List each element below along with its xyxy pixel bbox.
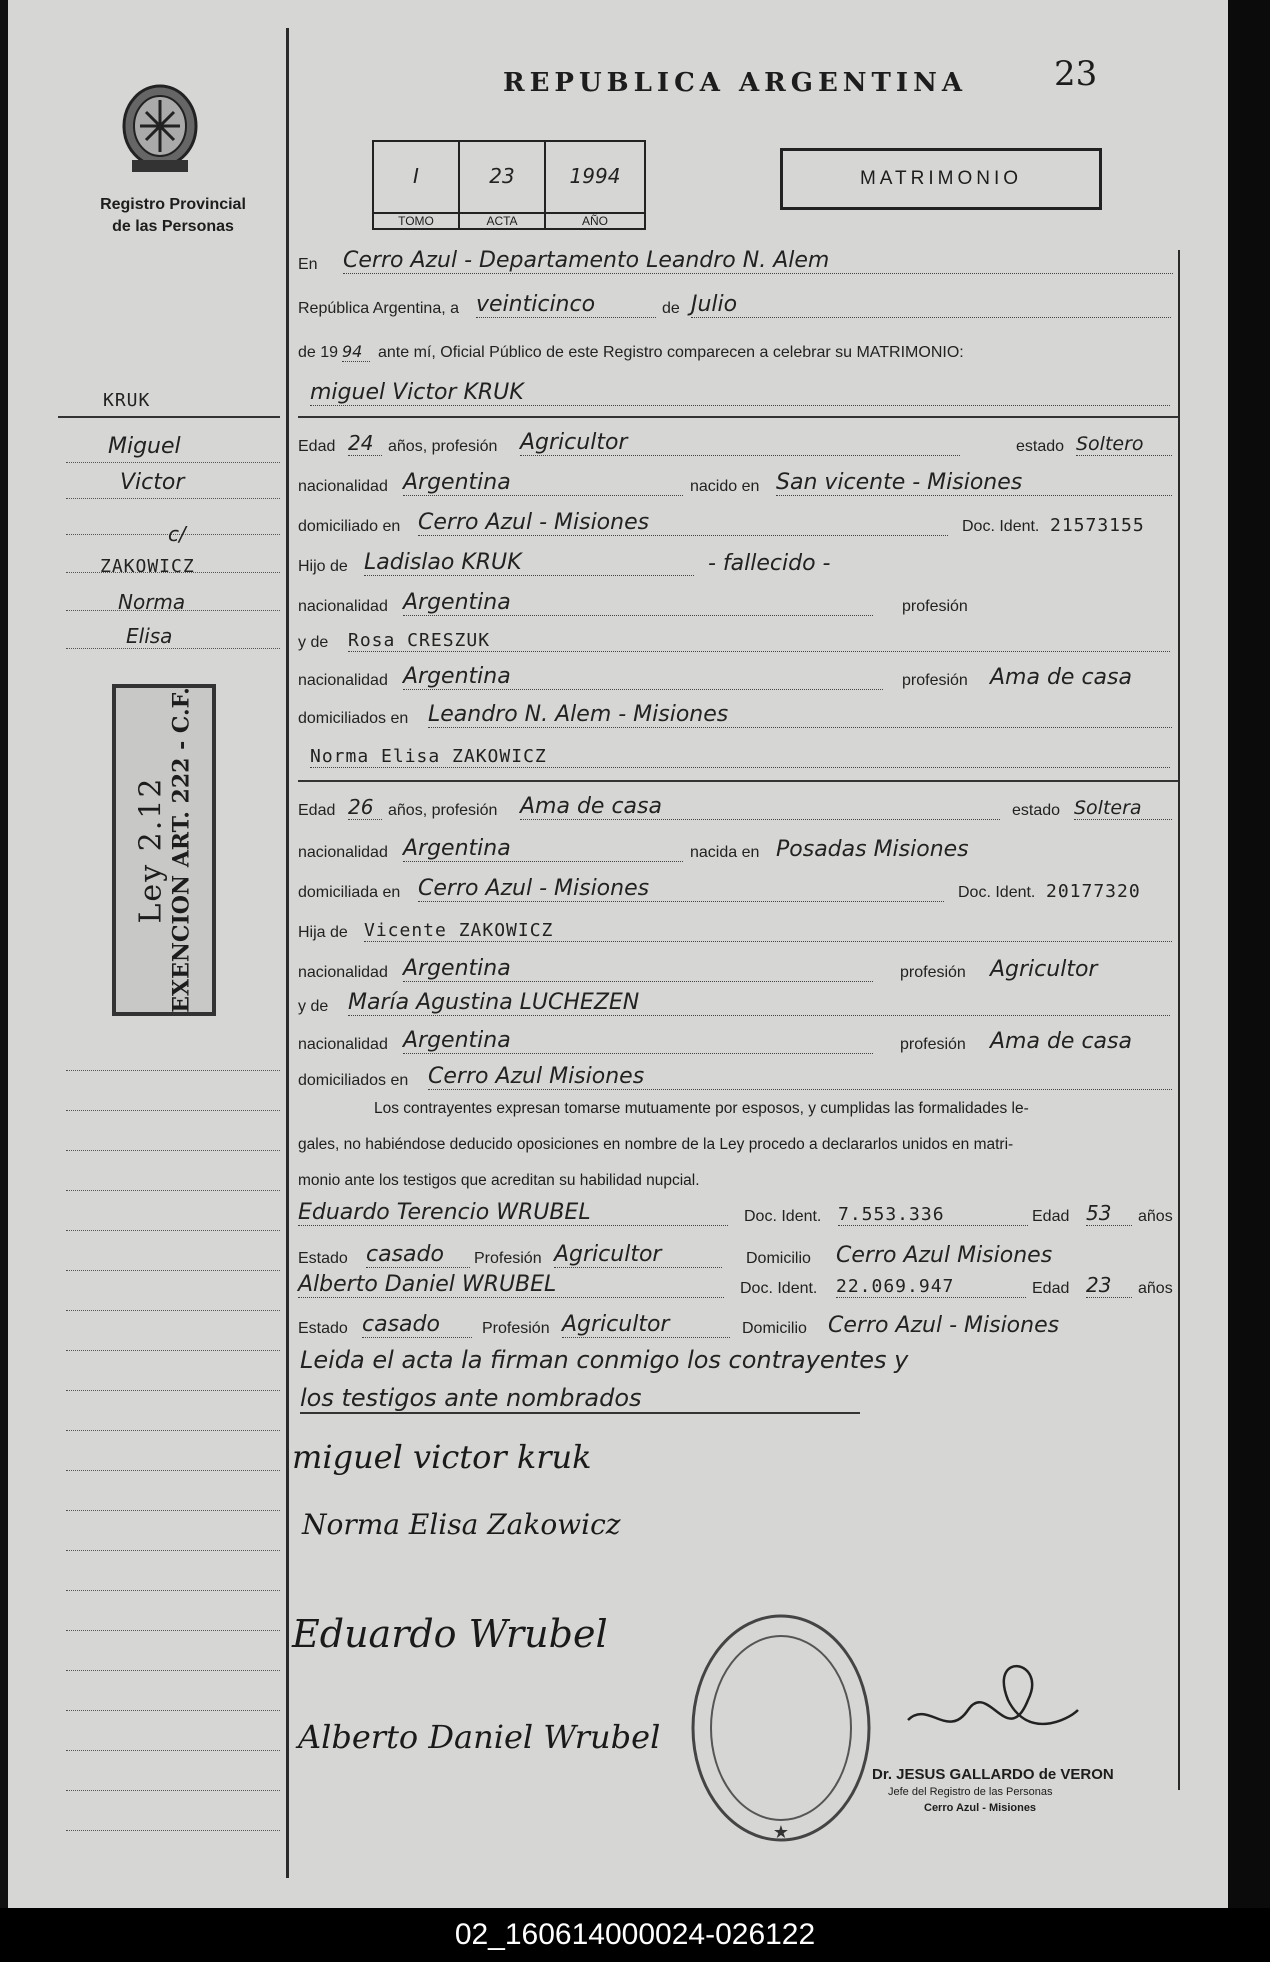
- official-seal-icon: [686, 1608, 876, 1848]
- margin-rule: [66, 1150, 280, 1151]
- bride-father-row: [298, 914, 1178, 944]
- margin-rule: [66, 1110, 280, 1111]
- margin-rule: [66, 462, 280, 463]
- year-suffix: 94: [342, 342, 370, 362]
- groom-father-nac-row: [298, 588, 1178, 618]
- w1-prof: Agricultor: [554, 1242, 722, 1268]
- coat-of-arms-icon: [120, 78, 200, 178]
- margin-rule: [66, 1070, 280, 1071]
- bride-father: Vicente ZAKOWICZ: [364, 920, 1172, 942]
- groom-mother-prof: Ama de casa: [990, 665, 1132, 690]
- w1-doc-label: Doc. Ident.: [744, 1208, 822, 1225]
- year-prefix: de 19: [298, 344, 339, 361]
- margin-rule: [66, 1310, 280, 1311]
- exemption-stamp: [112, 684, 216, 1016]
- groom-parents-dom-row: [298, 700, 1178, 730]
- intro-line2: [298, 290, 1178, 320]
- margin-rule: [66, 1430, 280, 1431]
- groom-profession: Agricultor: [520, 430, 960, 456]
- groom-mother: Rosa CRESZUK: [348, 630, 1170, 652]
- doc-label: Doc. Ident.: [962, 518, 1040, 535]
- w2-estado: casado: [362, 1312, 472, 1338]
- registry-line1: Registro Provincial: [100, 196, 246, 213]
- bride-father-prof-label: profesión: [900, 964, 966, 981]
- tomo-label: TOMO: [374, 212, 458, 228]
- margin-name2: Victor: [120, 470, 185, 495]
- bride-parents-dom-row: [298, 1062, 1178, 1092]
- w1-dom-label: Domicilio: [746, 1250, 811, 1267]
- bride-age-label: años, profesión: [388, 802, 498, 819]
- margin-rule: [66, 1710, 280, 1711]
- margin-rule: [66, 1230, 280, 1231]
- margin-rule: [66, 1670, 280, 1671]
- bride-mother-label: y de: [298, 998, 329, 1015]
- margin-surname2: ZAKOWICZ: [100, 556, 195, 577]
- w2-prof-label: Profesión: [482, 1320, 550, 1337]
- right-border: [1178, 250, 1180, 1790]
- groom-estado: Soltero: [1076, 433, 1172, 456]
- groom-father-note: - fallecido -: [708, 551, 831, 576]
- bride-mother-nac-label: nacionalidad: [298, 1036, 388, 1053]
- bride-name-row: [298, 740, 1178, 770]
- w2-edad-label: Edad: [1032, 1280, 1070, 1297]
- official-title: Jefe del Registro de las Personas: [888, 1786, 1053, 1798]
- groom-born: San vicente - Misiones: [776, 470, 1172, 496]
- en-label: En: [298, 256, 318, 273]
- bride-name: Norma Elisa ZAKOWICZ: [310, 746, 1170, 768]
- doc-type-box: [780, 148, 1102, 210]
- country-title: REPUBLICA ARGENTINA: [503, 68, 968, 98]
- margin-rule: [66, 498, 280, 499]
- w1-detail-row: [298, 1240, 1178, 1270]
- groom-name-row: [298, 378, 1178, 408]
- groom-mother-nac: Argentina: [403, 664, 883, 690]
- bride-mother-prof: Ama de casa: [990, 1029, 1132, 1054]
- signature-witness1: Eduardo Wrubel: [292, 1612, 608, 1656]
- bride-dom-row: [298, 874, 1178, 904]
- bride-age-row: [298, 792, 1178, 822]
- w2-row: [298, 1270, 1178, 1300]
- w2-anos-label: años: [1138, 1280, 1173, 1297]
- bride-born: Posadas Misiones: [776, 837, 969, 862]
- groom-mother-row: [298, 624, 1178, 654]
- bride-born-label: nacida en: [690, 844, 760, 861]
- margin-rule: [66, 534, 280, 535]
- intro-place: Cerro Azul - Departamento Leandro N. Alem: [343, 248, 1173, 274]
- margin-c: c/: [168, 522, 186, 546]
- groom-age: 24: [348, 431, 382, 456]
- groom-mother-nac-row: [298, 662, 1178, 692]
- w2-dom-label: Domicilio: [742, 1320, 807, 1337]
- margin-rule: [66, 1630, 280, 1631]
- signature-groom: miguel victor kruk: [292, 1438, 592, 1476]
- image-code-bar: [0, 1908, 1270, 1962]
- margin-name1: Miguel: [108, 434, 181, 459]
- w1-name: Eduardo Terencio WRUBEL: [298, 1200, 728, 1226]
- svg-text:★: ★: [772, 1822, 790, 1842]
- bride-father-prof: Agricultor: [990, 957, 1098, 982]
- margin-rule: [66, 610, 280, 611]
- bride-age: 26: [348, 795, 382, 820]
- ano-label: AÑO: [546, 212, 644, 228]
- groom-name: miguel Victor KRUK: [310, 380, 1170, 406]
- margin-name4: Elisa: [126, 624, 173, 648]
- acta-value: 23: [489, 164, 515, 188]
- dom-label: domiciliado en: [298, 518, 401, 535]
- registry-line2: de las Personas: [112, 218, 234, 235]
- groom-father-nac: Argentina: [403, 590, 873, 616]
- groom-doc: 21573155: [1050, 515, 1145, 536]
- intro-month: Julio: [691, 292, 1171, 318]
- edad-label: Edad: [298, 438, 336, 455]
- image-code: 02_160614000024-026122: [454, 1918, 816, 1951]
- margin-rule: [66, 1830, 280, 1831]
- declaration-line3: monio ante los testigos que acreditan su habilidad nupcial.: [298, 1172, 700, 1189]
- w1-prof-label: Profesión: [474, 1250, 542, 1267]
- w1-estado-label: Estado: [298, 1250, 348, 1267]
- signature-bride: Norma Elisa Zakowicz: [302, 1508, 621, 1541]
- margin-rule: [66, 1750, 280, 1751]
- bride-nac-label: nacionalidad: [298, 844, 388, 861]
- bride-doc: 20177320: [1046, 881, 1141, 902]
- margin-rule: [66, 648, 280, 649]
- w2-estado-label: Estado: [298, 1320, 348, 1337]
- bride-mother-row: [298, 988, 1178, 1018]
- father-label: Hijo de: [298, 558, 348, 575]
- bride-dom-label: domiciliada en: [298, 884, 401, 901]
- margin-name3: Norma: [118, 590, 186, 614]
- groom-parents-dom: Leandro N. Alem - Misiones: [428, 702, 1172, 728]
- bride-edad-label: Edad: [298, 802, 336, 819]
- mother-prof-label: profesión: [902, 672, 968, 689]
- margin-rule: [66, 1350, 280, 1351]
- bride-father-label: Hija de: [298, 924, 348, 941]
- groom-nationality: Argentina: [403, 470, 683, 496]
- w2-dom: Cerro Azul - Misiones: [828, 1313, 1060, 1338]
- w1-edad-label: Edad: [1032, 1208, 1070, 1225]
- signature-witness2: Alberto Daniel Wrubel: [298, 1718, 661, 1756]
- record-box: [372, 140, 646, 230]
- tomo-value: I: [413, 164, 419, 188]
- w1-row: [298, 1198, 1178, 1228]
- bride-estado: Soltera: [1074, 797, 1172, 820]
- w1-age: 53: [1086, 1201, 1132, 1226]
- margin-rule: [66, 1550, 280, 1551]
- bride-mother-nac: Argentina: [403, 1028, 873, 1054]
- w2-doc: 22.069.947: [836, 1276, 1026, 1298]
- w2-age: 23: [1086, 1273, 1132, 1298]
- intro-line1: [298, 246, 1178, 276]
- doc-type: MATRIMONIO: [859, 168, 1023, 189]
- groom-nac-row: [298, 468, 1178, 498]
- ano-value: 1994: [569, 164, 621, 188]
- scan-edge: [1228, 0, 1270, 1908]
- margin-rule: [66, 1390, 280, 1391]
- mother-nac-label: nacionalidad: [298, 672, 388, 689]
- groom-father-row: [298, 548, 1178, 578]
- bride-mother-nac-row: [298, 1026, 1178, 1056]
- page-number: 23: [1054, 54, 1098, 94]
- official-signature-icon: [888, 1640, 1088, 1770]
- age-label: años, profesión: [388, 438, 498, 455]
- official-place: Cerro Azul - Misiones: [924, 1802, 1037, 1814]
- stamp-line2: EXENCION ART. 222 - C.F.: [168, 687, 195, 1013]
- estado-label: estado: [1016, 438, 1065, 455]
- bride-parents-dom: Cerro Azul Misiones: [428, 1064, 1172, 1090]
- bride-nac-row: [298, 834, 1178, 864]
- margin-divider: [286, 28, 289, 1878]
- declaration-line2: gales, no habiéndose deducido oposiciones en nombre de la Ley procedo a declararlos unidos en matri-: [298, 1136, 1014, 1153]
- official-name: Dr. JESUS GALLARDO de VERON: [872, 1766, 1114, 1783]
- bride-profession: Ama de casa: [520, 794, 1000, 820]
- intro-day: veinticinco: [476, 292, 656, 318]
- bride-parents-dom-label: domiciliados en: [298, 1072, 409, 1089]
- bride-nationality: Argentina: [403, 836, 683, 862]
- w1-anos-label: años: [1138, 1208, 1173, 1225]
- document-page: [8, 0, 1240, 1908]
- w2-prof: Agricultor: [562, 1312, 730, 1338]
- margin-rule: [66, 1190, 280, 1191]
- w2-doc-label: Doc. Ident.: [740, 1280, 818, 1297]
- margin-rule-top: [58, 416, 280, 418]
- closing-line1: Leida el acta la firman conmigo los contrayentes y: [300, 1346, 909, 1374]
- groom-rule: [298, 416, 1178, 418]
- republica-label: República Argentina, a: [298, 300, 459, 317]
- margin-rule: [66, 572, 280, 573]
- w2-detail-row: [298, 1310, 1178, 1340]
- declaration-line1: Los contrayentes expresan tomarse mutuamente por esposos, y cumplidas las formalidades le-: [374, 1100, 1029, 1117]
- bride-domicile: Cerro Azul - Misiones: [418, 876, 944, 902]
- closing-line2: los testigos ante nombrados: [300, 1384, 860, 1414]
- groom-father: Ladislao KRUK: [364, 550, 694, 576]
- bride-rule: [298, 780, 1178, 782]
- margin-rule: [66, 1470, 280, 1471]
- born-label: nacido en: [690, 478, 760, 495]
- groom-domicile: Cerro Azul - Misiones: [418, 510, 948, 536]
- groom-dom-row: [298, 508, 1178, 538]
- w1-dom: Cerro Azul Misiones: [836, 1243, 1053, 1268]
- father-prof-label: profesión: [902, 598, 968, 615]
- bride-mother-prof-label: profesión: [900, 1036, 966, 1053]
- margin-rule: [66, 1270, 280, 1271]
- groom-age-row: [298, 428, 1178, 458]
- bride-mother: María Agustina LUCHEZEN: [348, 990, 1170, 1016]
- father-nac-label: nacionalidad: [298, 598, 388, 615]
- bride-doc-label: Doc. Ident.: [958, 884, 1036, 901]
- bride-father-nac-label: nacionalidad: [298, 964, 388, 981]
- acta-label: ACTA: [460, 212, 544, 228]
- margin-rule: [66, 1790, 280, 1791]
- margin-rule: [66, 1590, 280, 1591]
- mother-label: y de: [298, 634, 329, 651]
- margin-rule: [66, 1510, 280, 1511]
- w2-name: Alberto Daniel WRUBEL: [298, 1272, 724, 1298]
- margin-surname: KRUK: [103, 390, 151, 411]
- bride-father-nac: Argentina: [403, 956, 873, 982]
- bride-estado-label: estado: [1012, 802, 1061, 819]
- intro-line3: [298, 334, 1178, 364]
- intro-statement: ante mí, Oficial Público de este Registro comparecen a celebrar su MATRIMONIO:: [378, 344, 964, 361]
- parents-dom-label: domiciliados en: [298, 710, 409, 727]
- nac-label: nacionalidad: [298, 478, 388, 495]
- w1-estado: casado: [366, 1242, 470, 1268]
- bride-father-nac-row: [298, 954, 1178, 984]
- w1-doc: 7.553.336: [838, 1204, 1028, 1226]
- de-label: de: [662, 300, 680, 317]
- stamp-line1: Ley 2.12: [133, 776, 169, 924]
